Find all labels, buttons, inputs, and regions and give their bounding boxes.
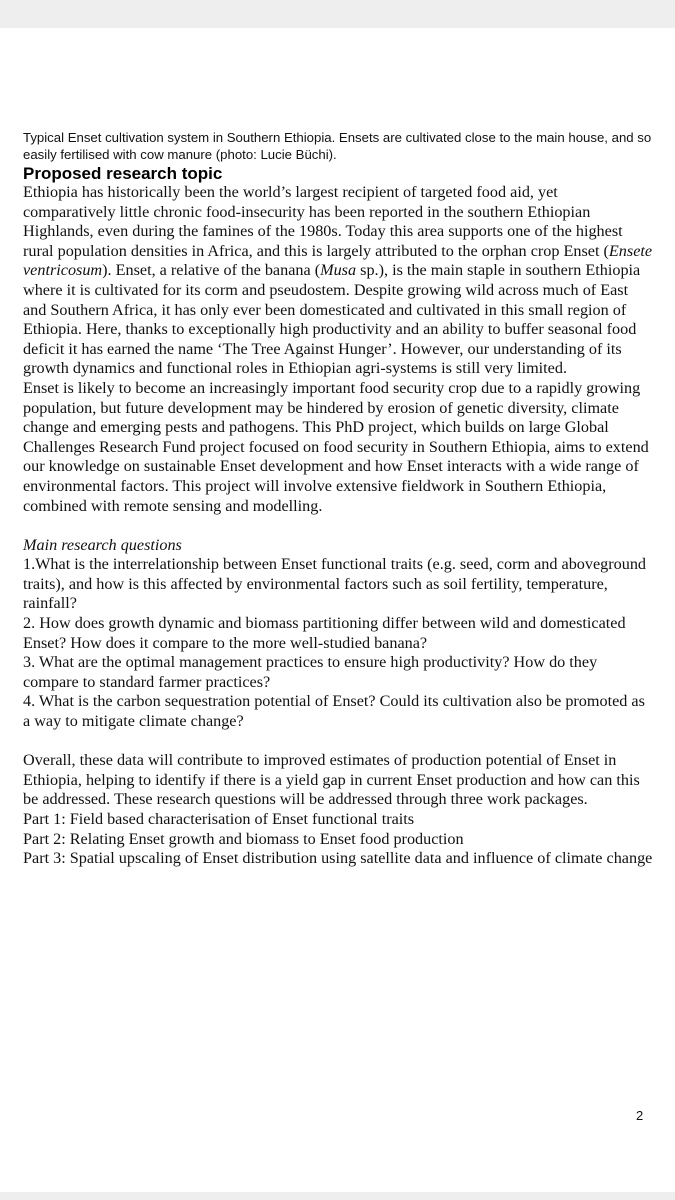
question-item: 3. What are the optimal management practices to ensure high productivity? How do they compare to standard farmer practices? bbox=[23, 653, 598, 691]
intro-text-c: sp.), is the main staple in southern Ethiopia where it is cultivated for its corm and pseudostem. Despite growing wild across much of East and Southern Africa, it has only ever been domesticated and cultivated in this small region of Ethiopia. Here, thanks to exceptionally high productivity and an ability to buffer seasonal food deficit it has earned the name ‘The Tree Against Hunger’. However, our understanding of its growth dynamics and functional roles in Ethiopian agri-systems is still very limited. bbox=[23, 261, 641, 378]
question-item: 2. How does growth dynamic and biomass partitioning differ between wild and domesticated Enset? How does it compare to the more well-studied banana? bbox=[23, 614, 626, 652]
document-page bbox=[0, 28, 675, 1192]
species-name: Ensete ventricosum bbox=[23, 241, 653, 280]
page-number: 2 bbox=[636, 1108, 644, 1123]
spacer bbox=[23, 516, 653, 536]
intro-paragraph-1 bbox=[23, 183, 653, 379]
spacer bbox=[23, 732, 653, 752]
page-content bbox=[23, 130, 653, 869]
intro-text-b: ). Enset, a relative of the banana ( bbox=[102, 261, 321, 280]
question-item: 1.What is the interrelationship between Enset functional traits (e.g. seed, corm and aboveground traits), and how is this affected by environmental factors such as soil fertility, temperature, rainfall? bbox=[23, 555, 647, 613]
intro-text-a: Ethiopia has historically been the world’s largest recipient of targeted food aid, yet comparatively little chronic food-insecurity has been reported in the southern Ethiopian Highlands, even during the famines of the 1980s. Today this area supports one of the highest rural population densities in Africa, and this is largely attributed to the orphan crop Enset ( bbox=[23, 183, 623, 260]
photo-caption: Typical Enset cultivation system in Southern Ethiopia. Ensets are cultivated close to the main house, and so easily fertilised with cow manure (photo: Lucie Büchi). bbox=[23, 130, 652, 162]
section-heading: Proposed research topic bbox=[23, 164, 223, 183]
work-package-item: Part 1: Field based characterisation of Enset functional traits bbox=[23, 810, 415, 828]
questions-title: Main research questions bbox=[23, 535, 182, 554]
body-text bbox=[23, 183, 653, 869]
question-item: 4. What is the carbon sequestration potential of Enset? Could its cultivation also be promoted as a way to mitigate climate change? bbox=[23, 692, 645, 731]
intro-paragraph-2: Enset is likely to become an increasingly important food security crop due to a rapidly growing population, but future development may be hindered by erosion of genetic diversity, climate change and emerging pests and pathogens. This PhD project, which builds on large Global Challenges Research Fund project focused on food security in Southern Ethiopia, aims to extend our knowledge on sustainable Enset development and how Enset interacts with a wide range of environmental factors. This project will involve extensive fieldwork in Southern Ethiopia, combined with remote sensing and modelling. bbox=[23, 378, 649, 515]
overall-paragraph: Overall, these data will contribute to improved estimates of production potential of Enset in Ethiopia, helping to identify if there is a yield gap in current Enset production and how can this be addressed. These research questions will be addressed through three work packages. bbox=[23, 751, 640, 809]
genus-name: Musa bbox=[320, 261, 357, 280]
work-package-item: Part 3: Spatial upscaling of Enset distribution using satellite data and influence of climate change bbox=[23, 849, 653, 868]
work-package-item: Part 2: Relating Enset growth and biomass to Enset food production bbox=[23, 829, 464, 848]
